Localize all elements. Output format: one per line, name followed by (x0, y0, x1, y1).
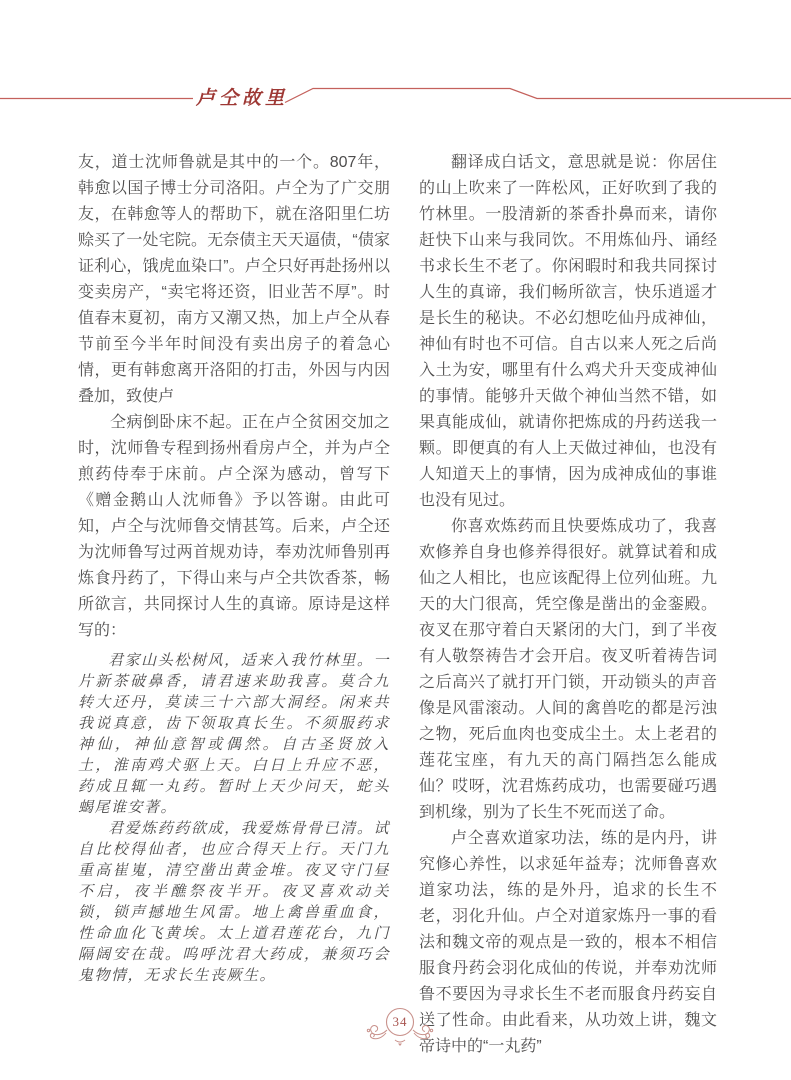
page-number-ornament (359, 1004, 441, 1048)
left-column (78, 150, 390, 1060)
body-paragraph: 你喜欢炼药而且快要炼成功了，我喜欢修养自身也修养得很好。就算试着和成仙之人相比，也应该配得上位列仙班。九天的大门很高，凭空像是凿出的金銮殿。夜叉在那守着白天紧闭的大门，到了半夜有人敬祭祷告才会开启。夜叉听着祷告词之后高兴了就打开门锁，开动锁头的声音像是风雷滚动。人间的禽兽吃的都是污浊之物，死后血肉也变成尘土。太上老君的莲花宝座，有九天的高门隔挡怎么能成仙？哎呀，沈君炼药成功，也需要碰巧遇到机缘，别为了长生不死而送了命。 (419, 518, 717, 821)
section-title: 卢仝故里 (196, 88, 289, 109)
body-paragraph: 翻译成白话文，意思就是说：你居住的山上吹来了一阵松风，正好吹到了我的竹林里。一股清新的茶香扑鼻而来，请你赶快下山来与我同饮。不用炼仙丹、诵经书求长生不老了。你闲暇时和我共同探讨人生的真谛，我们畅所欲言，快乐逍遥才是长生的秘诀。不必幻想吃仙丹成神仙，神仙有时也不可信。自古以来人死之后尚入土为安，哪里有什么鸡犬升天变成神仙的事情。能够升天做个神仙当然不错，如果真能成仙，就请你把炼成的丹药送我一颗。即便真的有人上天做过神仙，也没有人知道天上的事情，因为成神成仙的事谁也没有见过。 (419, 154, 717, 509)
poem-stanza: 君家山头松树风，适来入我竹林里。一片新茶破鼻香，请君速来助我喜。莫合九转大还丹，莫读三十六部大洞经。闲来共我说真意，齿下领取真长生。不须服药求神仙，神仙意智或偶然。自古圣贤放入土，淮南鸡犬驱上天。白日上升应不恶，药成且辄一丸药。暂时上天少问天，蛇头蝎尾谁安著。 (78, 653, 390, 816)
body-paragraph: 友，道士沈师鲁就是其中的一个。807年，韩愈以国子博士分司洛阳。卢仝为了广交朋友，在韩愈等人的帮助下，就在洛阳里仁坊赊买了一处宅院。无奈债主天天逼债，“债家证利心，饿虎血染口”。卢仝只好再赴扬州以变卖房产，“卖宅将还资，旧业苦不厚”。时值春末夏初，南方又潮又热，加上卢仝从春节前至今半年时间没有卖出房子的着急心情，更有韩愈离开洛阳的打击，外因与内因叠加，致使卢 (78, 154, 390, 405)
page-content (78, 150, 717, 1060)
page-number: 34 (392, 1014, 408, 1029)
body-paragraph: 卢仝喜欢道家功法，练的是内丹，讲究修心养性，以求延年益寿；沈师鲁喜欢道家功法，练的是外丹，追求的长生不老，羽化升仙。卢仝对道家炼丹一事的看法和魏文帝的观点是一致的，根本不相信服食丹药会羽化成仙的传说，并奉劝沈师鲁不要因为寻求长生不老而服食丹药妄自送了性命。由此看来，从功效上讲，魏文帝诗中的“一丸药” (419, 830, 717, 1055)
body-paragraph: 仝病倒卧床不起。正在卢仝贫困交加之时，沈师鲁专程到扬州看房卢仝，并为卢仝煎药侍奉于床前。卢仝深为感动，曾写下《赠金鹅山人沈师鲁》予以答谢。由此可知，卢仝与沈师鲁交情甚笃。后来，卢仝还为沈师鲁写过两首规劝诗，奉劝沈师鲁别再炼食丹药了，下得山来与卢仝共饮香茶，畅所欲言，共同探讨人生的真谛。原诗是这样写的： (78, 414, 390, 639)
header-rule-ornament (0, 0, 791, 120)
right-column (419, 150, 717, 1060)
poem-stanza: 君爱炼药药欲成，我爱炼骨骨已清。试自比校得仙者，也应合得天上行。天门九重高崔嵬，清空凿出黄金堆。夜叉守门昼不启，夜半醮祭夜半开。夜叉喜欢动关锁，锁声撼地生风雷。地上禽兽重血食，性命血化飞黄埃。太上道君莲花台，九门隔阔安在哉。呜呼沈君大药成，兼须巧会鬼物情，无求长生丧厥生。 (78, 821, 390, 984)
